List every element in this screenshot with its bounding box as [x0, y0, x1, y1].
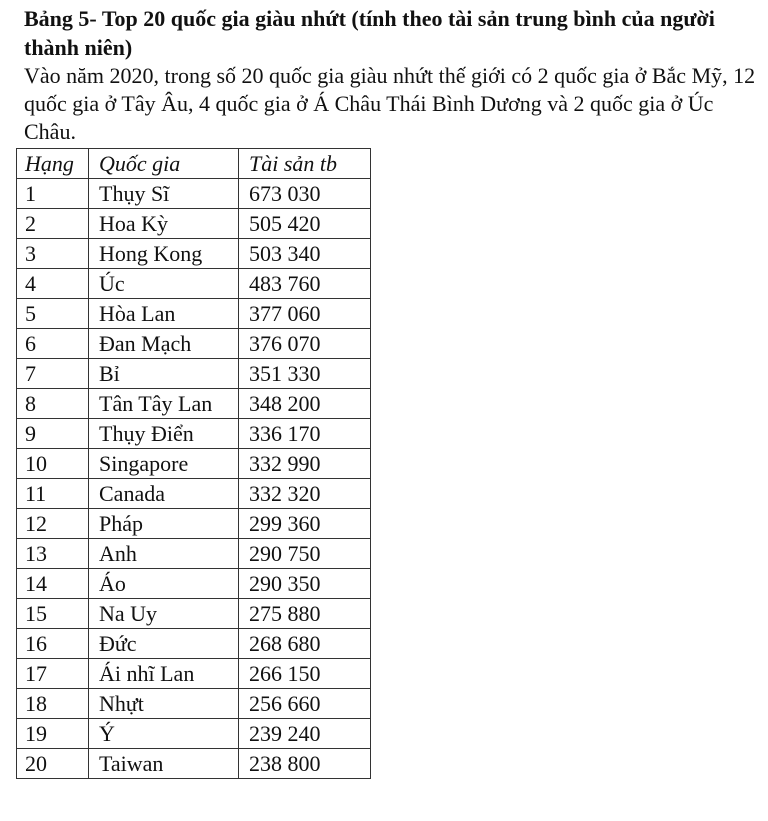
country-cell: Đan Mạch: [89, 329, 239, 359]
country-cell: Thụy Sĩ: [89, 179, 239, 209]
rank-cell: 9: [17, 419, 89, 449]
header-rank: Hạng: [17, 149, 89, 179]
wealth-cell: 673 030: [239, 179, 371, 209]
country-cell: Thụy Điển: [89, 419, 239, 449]
table-row: [17, 179, 371, 209]
table-row: [17, 389, 371, 419]
wealth-cell: 351 330: [239, 359, 371, 389]
rank-cell: 7: [17, 359, 89, 389]
wealth-cell: 332 990: [239, 449, 371, 479]
table-row: [17, 449, 371, 479]
country-cell: Pháp: [89, 509, 239, 539]
table-row: [17, 359, 371, 389]
table-row: [17, 689, 371, 719]
table-header-row: [17, 149, 371, 179]
rank-cell: 5: [17, 299, 89, 329]
table-row: [17, 239, 371, 269]
rank-cell: 20: [17, 749, 89, 779]
country-cell: Tân Tây Lan: [89, 389, 239, 419]
wealth-cell: 290 350: [239, 569, 371, 599]
table-row: [17, 509, 371, 539]
rank-cell: 8: [17, 389, 89, 419]
table-row: [17, 719, 371, 749]
wealth-cell: 348 200: [239, 389, 371, 419]
wealth-cell: 238 800: [239, 749, 371, 779]
country-cell: Canada: [89, 479, 239, 509]
wealth-cell: 336 170: [239, 419, 371, 449]
table-row: [17, 749, 371, 779]
rank-cell: 18: [17, 689, 89, 719]
country-cell: Bỉ: [89, 359, 239, 389]
country-cell: Ái nhĩ Lan: [89, 659, 239, 689]
ranking-table: [16, 148, 371, 779]
wealth-cell: 483 760: [239, 269, 371, 299]
rank-cell: 6: [17, 329, 89, 359]
rank-cell: 2: [17, 209, 89, 239]
table-row: [17, 329, 371, 359]
country-cell: Nhựt: [89, 689, 239, 719]
table-row: [17, 479, 371, 509]
table-row: [17, 599, 371, 629]
country-cell: Hong Kong: [89, 239, 239, 269]
country-cell: Na Uy: [89, 599, 239, 629]
wealth-cell: 268 680: [239, 629, 371, 659]
rank-cell: 11: [17, 479, 89, 509]
table-row: [17, 569, 371, 599]
rank-cell: 4: [17, 269, 89, 299]
country-cell: Đức: [89, 629, 239, 659]
table-row: [17, 629, 371, 659]
wealth-cell: 256 660: [239, 689, 371, 719]
rank-cell: 10: [17, 449, 89, 479]
wealth-cell: 505 420: [239, 209, 371, 239]
table-body: [17, 179, 371, 779]
header-wealth: Tài sản tb: [239, 149, 371, 179]
wealth-cell: 239 240: [239, 719, 371, 749]
wealth-cell: 275 880: [239, 599, 371, 629]
wealth-cell: 299 360: [239, 509, 371, 539]
table-title: Bảng 5- Top 20 quốc gia giàu nhứt (tính theo tài sản trung bình của người thành niên): [24, 6, 715, 60]
rank-cell: 17: [17, 659, 89, 689]
country-cell: Hoa Kỳ: [89, 209, 239, 239]
intro-paragraph: Vào năm 2020, trong số 20 quốc gia giàu nhứt thế giới có 2 quốc gia ở Bắc Mỹ, 12 quốc gia ở Tây Âu, 4 quốc gia ở Á Châu Thái Bình Dương và 2 quốc gia ở Úc Châu.: [24, 63, 756, 144]
rank-cell: 16: [17, 629, 89, 659]
rank-cell: 15: [17, 599, 89, 629]
country-cell: Taiwan: [89, 749, 239, 779]
header-country: Quốc gia: [89, 149, 239, 179]
country-cell: Áo: [89, 569, 239, 599]
rank-cell: 19: [17, 719, 89, 749]
table-row: [17, 539, 371, 569]
country-cell: Ý: [89, 719, 239, 749]
country-cell: Úc: [89, 269, 239, 299]
table-row: [17, 209, 371, 239]
wealth-cell: 377 060: [239, 299, 371, 329]
country-cell: Singapore: [89, 449, 239, 479]
rank-cell: 1: [17, 179, 89, 209]
rank-cell: 13: [17, 539, 89, 569]
table-row: [17, 419, 371, 449]
wealth-cell: 503 340: [239, 239, 371, 269]
wealth-cell: 332 320: [239, 479, 371, 509]
rank-cell: 12: [17, 509, 89, 539]
wealth-cell: 266 150: [239, 659, 371, 689]
table-row: [17, 659, 371, 689]
country-cell: Anh: [89, 539, 239, 569]
wealth-cell: 376 070: [239, 329, 371, 359]
wealth-cell: 290 750: [239, 539, 371, 569]
rank-cell: 14: [17, 569, 89, 599]
country-cell: Hòa Lan: [89, 299, 239, 329]
table-row: [17, 299, 371, 329]
rank-cell: 3: [17, 239, 89, 269]
table-row: [17, 269, 371, 299]
